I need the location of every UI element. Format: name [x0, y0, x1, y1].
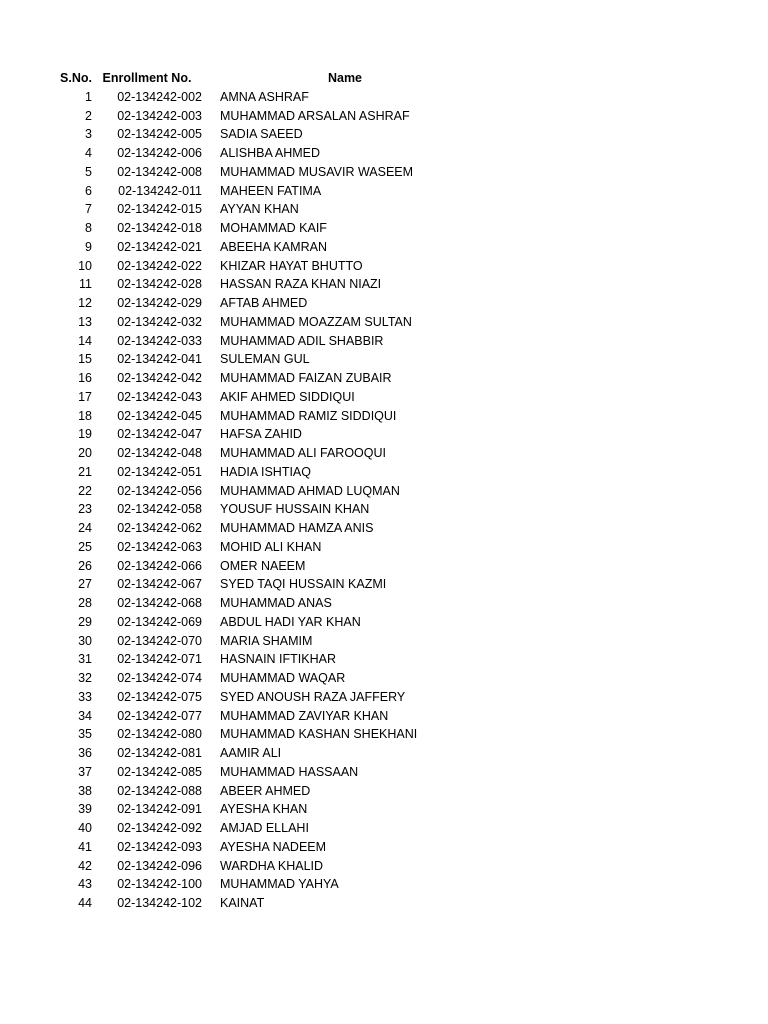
- column-spacer: [202, 763, 220, 782]
- row-sno: 43: [78, 877, 92, 892]
- row-name: ALISHBA AHMED: [220, 146, 321, 160]
- row-enrollment: 02-134242-041: [117, 352, 202, 367]
- column-spacer: [202, 107, 220, 126]
- row-name: YOUSUF HUSSAIN KHAN: [220, 502, 370, 517]
- row-sno: 26: [78, 558, 92, 573]
- column-spacer: [202, 125, 220, 144]
- row-enrollment: 02-134242-002: [117, 89, 202, 104]
- table-row: [60, 257, 470, 276]
- row-name: AKIF AHMED SIDDIQUI: [220, 389, 355, 404]
- table-row: [60, 782, 470, 801]
- column-spacer: [202, 725, 220, 744]
- row-enrollment: 02-134242-092: [117, 821, 202, 835]
- row-name: AFTAB AHMED: [220, 296, 308, 310]
- row-name: ABEER AHMED: [220, 783, 311, 798]
- row-name: MOHID ALI KHAN: [220, 539, 322, 554]
- row-enrollment: 02-134242-032: [117, 314, 202, 329]
- row-enrollment: 02-134242-056: [117, 483, 202, 498]
- table-row: [60, 238, 470, 257]
- header-enrollment: Enrollment No.: [102, 71, 192, 85]
- row-name: OMER NAEEM: [220, 558, 306, 573]
- row-sno: 9: [85, 239, 92, 254]
- column-spacer: [202, 744, 220, 763]
- row-sno: 6: [85, 183, 92, 198]
- row-sno: 19: [78, 427, 92, 442]
- row-sno: 7: [85, 202, 92, 217]
- table-row: [60, 669, 470, 688]
- row-enrollment: 02-134242-093: [117, 839, 202, 854]
- row-enrollment: 02-134242-066: [117, 558, 202, 573]
- table-row: [60, 425, 470, 444]
- column-spacer: [202, 182, 220, 201]
- table-row: [60, 313, 470, 332]
- row-sno: 38: [78, 783, 92, 798]
- row-sno: 3: [85, 127, 92, 142]
- row-sno: 23: [78, 502, 92, 517]
- row-name: HAFSA ZAHID: [220, 427, 302, 442]
- row-sno: 16: [78, 371, 92, 385]
- row-enrollment: 02-134242-011: [118, 183, 202, 198]
- row-name: MUHAMMAD ADIL SHABBIR: [220, 333, 384, 348]
- table-row: [60, 369, 470, 388]
- header-name: Name: [327, 71, 363, 85]
- row-name: MUHAMMAD FAIZAN ZUBAIR: [220, 371, 392, 385]
- row-sno: 32: [78, 671, 92, 685]
- table-row: [60, 294, 470, 313]
- row-name: MUHAMMAD MOAZZAM SULTAN: [220, 314, 412, 329]
- column-spacer: [202, 200, 220, 219]
- column-spacer: [202, 857, 220, 876]
- table-row: [60, 557, 470, 576]
- row-name: MARIA SHAMIM: [220, 633, 313, 648]
- row-enrollment: 02-134242-068: [117, 596, 202, 610]
- row-sno: 36: [78, 746, 92, 760]
- row-name: HASNAIN IFTIKHAR: [220, 652, 336, 667]
- row-enrollment: 02-134242-048: [117, 446, 202, 460]
- table-row: [60, 219, 470, 238]
- row-enrollment: 02-134242-067: [117, 577, 202, 592]
- row-enrollment: 02-134242-008: [117, 164, 202, 179]
- table-row: [60, 500, 470, 519]
- table-row: [60, 350, 470, 369]
- row-sno: 21: [78, 464, 92, 479]
- row-enrollment: 02-134242-102: [117, 896, 202, 910]
- row-name: AMNA ASHRAF: [220, 89, 309, 104]
- table-row: [60, 800, 470, 819]
- row-enrollment: 02-134242-077: [117, 708, 202, 723]
- table-row: [60, 763, 470, 782]
- row-name: AAMIR ALI: [220, 746, 282, 760]
- table-row: [60, 819, 470, 838]
- column-spacer: [202, 557, 220, 576]
- row-sno: 25: [78, 539, 92, 554]
- row-enrollment: 02-134242-062: [117, 521, 202, 535]
- table-body: [60, 88, 470, 913]
- row-name: MUHAMMAD ALI FAROOQUI: [220, 446, 386, 460]
- row-name: MUHAMMAD YAHYA: [220, 877, 339, 892]
- table-header: [60, 69, 470, 88]
- row-enrollment: 02-134242-022: [117, 258, 202, 273]
- row-enrollment: 02-134242-042: [117, 371, 202, 385]
- row-enrollment: 02-134242-043: [117, 389, 202, 404]
- row-name: MUHAMMAD WAQAR: [220, 671, 346, 685]
- row-name: KAINAT: [220, 896, 265, 910]
- row-sno: 29: [78, 614, 92, 629]
- table-row: [60, 707, 470, 726]
- column-spacer: [202, 369, 220, 388]
- table-row: [60, 857, 470, 876]
- row-enrollment: 02-134242-033: [117, 333, 202, 348]
- row-sno: 42: [78, 858, 92, 873]
- row-name: MUHAMMAD HASSAAN: [220, 764, 359, 779]
- header-row: [60, 69, 470, 88]
- row-sno: 17: [78, 389, 92, 404]
- row-sno: 8: [85, 221, 92, 235]
- table-row: [60, 725, 470, 744]
- row-sno: 20: [78, 446, 92, 460]
- row-name: KHIZAR HAYAT BHUTTO: [220, 258, 363, 273]
- row-enrollment: 02-134242-047: [117, 427, 202, 442]
- row-sno: 5: [85, 164, 92, 179]
- row-name: MUHAMMAD HAMZA ANIS: [220, 521, 374, 535]
- column-spacer: [202, 707, 220, 726]
- column-spacer: [202, 538, 220, 557]
- column-spacer: [202, 463, 220, 482]
- column-spacer: [202, 613, 220, 632]
- row-name: HASSAN RAZA KHAN NIAZI: [220, 277, 382, 292]
- row-enrollment: 02-134242-085: [117, 764, 202, 779]
- row-enrollment: 02-134242-021: [117, 239, 202, 254]
- row-enrollment: 02-134242-006: [117, 146, 202, 160]
- row-sno: 40: [78, 821, 92, 835]
- table-row: [60, 875, 470, 894]
- row-sno: 18: [78, 408, 92, 423]
- column-spacer: [202, 800, 220, 819]
- row-enrollment: 02-134242-063: [117, 539, 202, 554]
- row-sno: 4: [85, 146, 92, 160]
- row-sno: 1: [85, 89, 92, 104]
- row-enrollment: 02-134242-018: [117, 221, 202, 235]
- table-row: [60, 388, 470, 407]
- row-sno: 15: [78, 352, 92, 367]
- column-spacer: [202, 838, 220, 857]
- row-enrollment: 02-134242-045: [117, 408, 202, 423]
- table-row: [60, 838, 470, 857]
- row-sno: 28: [78, 596, 92, 610]
- row-name: MUHAMMAD ZAVIYAR KHAN: [220, 708, 389, 723]
- row-name: MOHAMMAD KAIF: [220, 221, 327, 235]
- row-enrollment: 02-134242-088: [117, 783, 202, 798]
- column-spacer: [202, 257, 220, 276]
- column-spacer: [202, 219, 220, 238]
- row-name: WARDHA KHALID: [220, 858, 324, 873]
- row-name: SADIA SAEED: [220, 127, 303, 142]
- row-enrollment: 02-134242-070: [117, 633, 202, 648]
- table-row: [60, 519, 470, 538]
- column-spacer: [202, 238, 220, 257]
- row-sno: 44: [78, 896, 92, 910]
- table-row: [60, 482, 470, 501]
- row-sno: 10: [78, 258, 92, 273]
- row-enrollment: 02-134242-005: [117, 127, 202, 142]
- row-sno: 13: [78, 314, 92, 329]
- row-enrollment: 02-134242-015: [117, 202, 202, 217]
- column-spacer: [202, 819, 220, 838]
- row-sno: 24: [78, 521, 92, 535]
- row-sno: 41: [78, 839, 92, 854]
- column-spacer: [202, 388, 220, 407]
- row-name: SULEMAN GUL: [220, 352, 310, 367]
- row-sno: 31: [78, 652, 92, 667]
- column-spacer: [202, 163, 220, 182]
- row-sno: 27: [78, 577, 92, 592]
- table-row: [60, 107, 470, 126]
- column-spacer: [202, 425, 220, 444]
- row-sno: 35: [78, 727, 92, 742]
- row-name: MUHAMMAD ANAS: [220, 596, 332, 610]
- row-sno: 39: [78, 802, 92, 817]
- row-name: AYYAN KHAN: [220, 202, 299, 217]
- table-row: [60, 407, 470, 426]
- table-row: [60, 632, 470, 651]
- column-spacer: [202, 275, 220, 294]
- row-enrollment: 02-134242-074: [117, 671, 202, 685]
- column-spacer: [202, 782, 220, 801]
- row-enrollment: 02-134242-080: [117, 727, 202, 742]
- row-name: SYED ANOUSH RAZA JAFFERY: [220, 689, 406, 704]
- table-row: [60, 575, 470, 594]
- row-sno: 34: [78, 708, 92, 723]
- table-row: [60, 444, 470, 463]
- column-spacer: [202, 669, 220, 688]
- row-name: MUHAMMAD AHMAD LUQMAN: [220, 483, 400, 498]
- student-roster-table: [60, 69, 470, 913]
- column-spacer: [202, 350, 220, 369]
- column-spacer: [202, 650, 220, 669]
- row-name: ABEEHA KAMRAN: [220, 239, 327, 254]
- column-spacer: [202, 88, 220, 107]
- row-name: MUHAMMAD MUSAVIR WASEEM: [220, 164, 414, 179]
- row-enrollment: 02-134242-029: [117, 296, 202, 310]
- column-spacer: [202, 313, 220, 332]
- table-row: [60, 182, 470, 201]
- row-sno: 37: [78, 764, 92, 779]
- table-row: [60, 688, 470, 707]
- column-spacer: [202, 482, 220, 501]
- column-spacer: [202, 332, 220, 351]
- column-spacer: [202, 688, 220, 707]
- column-spacer: [202, 519, 220, 538]
- table-row: [60, 332, 470, 351]
- row-name: ABDUL HADI YAR KHAN: [220, 614, 361, 629]
- row-enrollment: 02-134242-075: [117, 689, 202, 704]
- row-enrollment: 02-134242-071: [117, 652, 202, 667]
- column-spacer: [202, 594, 220, 613]
- table-row: [60, 144, 470, 163]
- header-sno: S.No.: [60, 71, 92, 85]
- column-spacer: [202, 444, 220, 463]
- column-spacer: [202, 894, 220, 913]
- row-sno: 2: [85, 108, 92, 123]
- row-sno: 11: [79, 277, 92, 292]
- row-name: MUHAMMAD RAMIZ SIDDIQUI: [220, 408, 397, 423]
- row-name: MAHEEN FATIMA: [220, 183, 322, 198]
- table-row: [60, 463, 470, 482]
- table-row: [60, 125, 470, 144]
- row-enrollment: 02-134242-096: [117, 858, 202, 873]
- row-name: MUHAMMAD KASHAN SHEKHANI: [220, 727, 418, 742]
- row-enrollment: 02-134242-051: [117, 464, 202, 479]
- row-enrollment: 02-134242-069: [117, 614, 202, 629]
- table-row: [60, 613, 470, 632]
- row-sno: 33: [78, 689, 92, 704]
- table-row: [60, 894, 470, 913]
- column-spacer: [202, 407, 220, 426]
- column-spacer: [202, 144, 220, 163]
- column-spacer: [202, 294, 220, 313]
- row-enrollment: 02-134242-091: [117, 802, 202, 817]
- row-enrollment: 02-134242-100: [117, 877, 202, 892]
- row-sno: 14: [78, 333, 92, 348]
- table-row: [60, 744, 470, 763]
- column-spacer: [202, 632, 220, 651]
- row-name: AYESHA NADEEM: [220, 839, 327, 854]
- row-enrollment: 02-134242-058: [117, 502, 202, 517]
- row-enrollment: 02-134242-081: [117, 746, 202, 760]
- row-name: HADIA ISHTIAQ: [220, 464, 311, 479]
- column-spacer: [202, 500, 220, 519]
- table-row: [60, 538, 470, 557]
- column-spacer: [202, 575, 220, 594]
- table-row: [60, 275, 470, 294]
- table-row: [60, 200, 470, 219]
- row-name: AYESHA KHAN: [220, 802, 308, 817]
- table-row: [60, 594, 470, 613]
- row-name: MUHAMMAD ARSALAN ASHRAF: [220, 108, 410, 123]
- row-enrollment: 02-134242-003: [117, 108, 202, 123]
- row-sno: 22: [78, 483, 92, 498]
- column-spacer: [202, 875, 220, 894]
- table-row: [60, 88, 470, 107]
- row-name: SYED TAQI HUSSAIN KAZMI: [220, 577, 387, 592]
- row-name: AMJAD ELLAHI: [220, 821, 309, 835]
- row-enrollment: 02-134242-028: [117, 277, 202, 292]
- table-row: [60, 163, 470, 182]
- column-spacer: [202, 69, 220, 88]
- row-sno: 12: [78, 296, 92, 310]
- row-sno: 30: [78, 633, 92, 648]
- table-row: [60, 650, 470, 669]
